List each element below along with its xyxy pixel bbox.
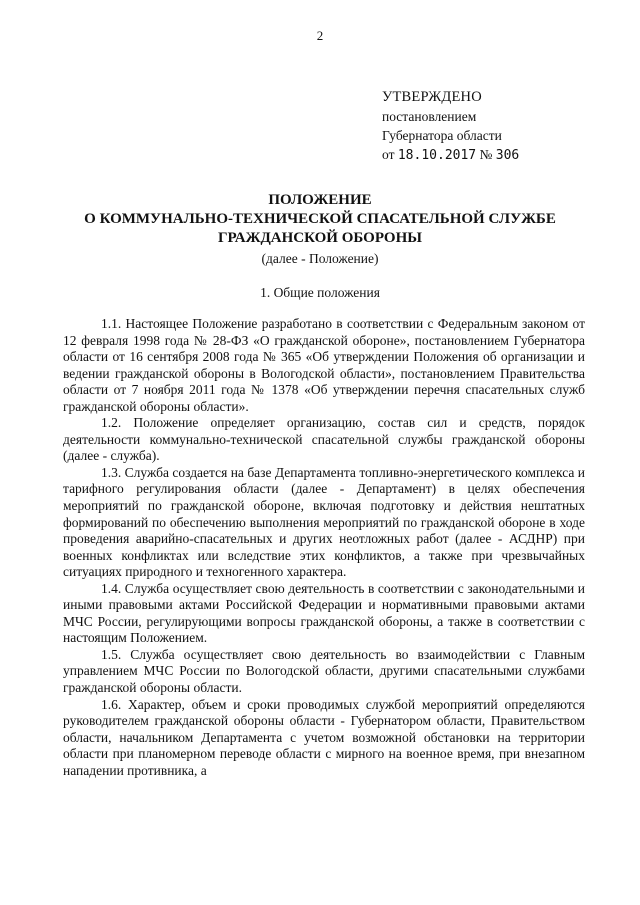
- section-heading: 1. Общие положения: [260, 285, 380, 300]
- page-number: 2: [316, 28, 324, 43]
- paragraph-1-5: 1.5. Служба осуществляет свою деятельность во взаимодействии с Главным управлением МЧС России по Вологодской области, другими спасательными службами гражданской обороны области.: [63, 646, 585, 696]
- title-line-3: ГРАЖДАНСКОЙ ОБОРОНЫ: [218, 230, 422, 246]
- paragraph-1-1: 1.1. Настоящее Положение разработано в соответствии с Федеральным законом от 12 февраля 1998 года № 28-ФЗ «О гражданской обороне», постановлением Губернатора области от 16 сентября 2008 года № 365 «Об утверждении Положения об организации и ведении гражданской обороны в Вологодской области», постановлением Правительства области от 7 ноября 2011 года № 1378 «Об утверждении перечня спасательных служб гражданской обороны области».: [63, 316, 585, 414]
- approval-number-sign: №: [479, 147, 493, 162]
- paragraph-1-4: 1.4. Служба осуществляет свою деятельность в соответствии с законодательными и иными правовыми актами Российской Федерации и нормативными правовыми актами МЧС России, регулирующими вопросы гражданской обороны, а также в соответствии с настоящим Положением.: [63, 580, 585, 646]
- title-line-2: О КОММУНАЛЬНО-ТЕХНИЧЕСКОЙ СПАСАТЕЛЬНОЙ СЛУЖБЕ: [84, 211, 556, 227]
- approval-heading: УТВЕРЖДЕНО: [382, 89, 482, 105]
- document-title: [0, 191, 640, 268]
- paragraph-1-3: 1.3. Служба создается на базе Департамента топливно-энергетического комплекса и тарифного регулирования области (далее - Департамент) в целях обеспечения мероприятий по гражданской обороне, включая подготовку и действия нештатных формирований по обеспечению выполнения мероприятий по гражданской обороне в ходе проведения аварийно-спасательных и других неотложных работ (далее - АСДНР) при военных конфликтах или вследствие этих конфликтов, а также при чрезвычайных ситуациях природного и техногенного характера.: [63, 464, 585, 580]
- paragraph-1-6: 1.6. Характер, объем и сроки проводимых службой мероприятий определяются руководителем гражданской обороны области - Губернатором области, Правительством области, начальником Департамента с учетом возможной обстановки на территории области при планомерном переводе области с мирного на военное время, при внезапном нападении противника, а: [63, 696, 585, 778]
- approval-date-line: [382, 145, 519, 165]
- document-body: [63, 316, 585, 779]
- approval-line-2: Губернатора области: [382, 128, 502, 143]
- approval-date: 18.10.2017: [397, 148, 477, 163]
- title-line-1: ПОЛОЖЕНИЕ: [268, 192, 372, 208]
- approval-line-1: постановлением: [382, 109, 477, 124]
- approval-from: от: [382, 147, 395, 162]
- approval-number: 306: [495, 148, 520, 163]
- title-subtitle: (далее - Положение): [261, 251, 379, 266]
- approval-stamp: [382, 88, 519, 165]
- paragraph-1-2: 1.2. Положение определяет организацию, состав сил и средств, порядок деятельности коммунально-технической спасательной службы гражданской обороны (далее - служба).: [63, 415, 585, 464]
